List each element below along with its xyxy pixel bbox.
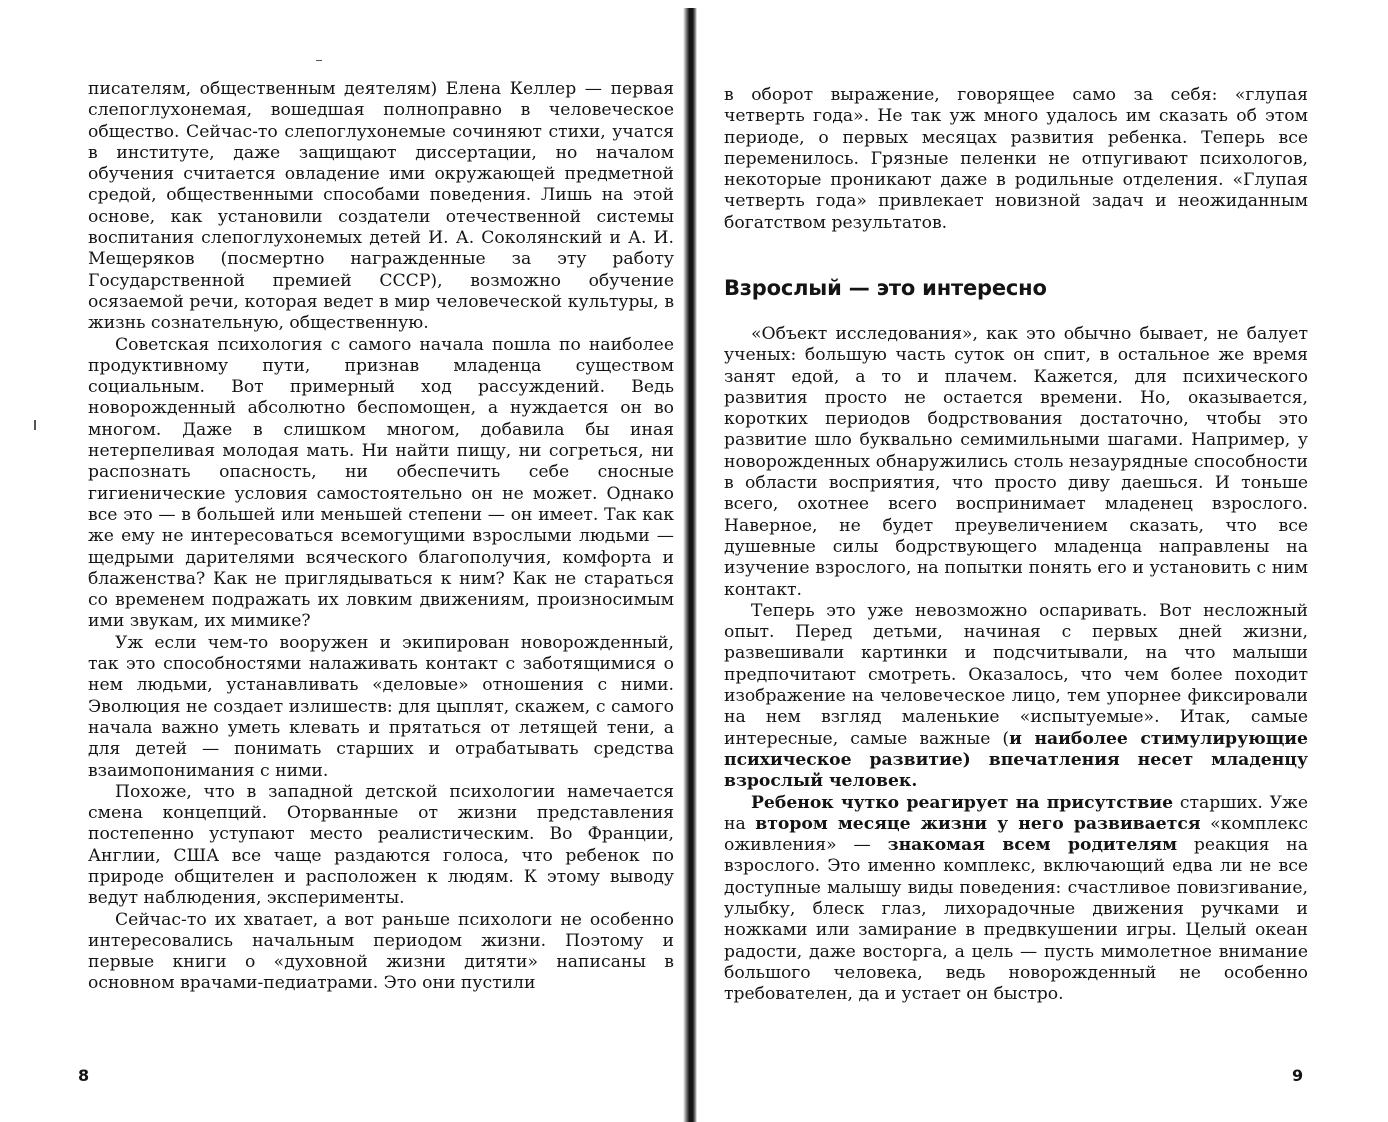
paragraph: в оборот выражение, говорящее само за себя: «глупая четверть года». Не так уж много удалось им сказать об этом периоде, о первых месяцах развития ребенка. Теперь все переменилось. Грязные пеленки не отпугивают психологов, некоторые проникают даже в родильные отделения. «Глупая четверть года» привлекает новизной задач и неожиданным богатством результатов. xyxy=(724,85,1308,233)
paragraph xyxy=(724,793,1308,1006)
paragraph xyxy=(724,601,1308,793)
paragraph: Советская психология с самого начала пошла по наиболее продуктивному пути, признав младенца существом социальным. Вот примерный ход рассуждений. Ведь новорожденный абсолютно беспомощен, а нуждается он во многом. Даже в слишком многом, добавила бы иная нетерпеливая молодая мать. Ни найти пищу, ни согреться, ни распознать опасность, ни обеспечить себе сносные гигиенические условия самостоятельно он не может. Однако все это — в большей или меньшей степени — он имеет. Так как же ему не интересоваться всемогущими взрослыми людьми — щедрыми дарителями всяческого благополучия, комфорта и блаженства? Как не приглядываться к ним? Как не стараться со временем подражать их ловким движениям, произносимым ими звукам, их мимике? xyxy=(88,334,674,632)
scan-speck xyxy=(316,60,322,61)
bold-phrase: втором месяце жизни у него развивается xyxy=(755,813,1201,834)
paragraph: Сейчас-то их хватает, а вот раньше психологи не особенно интересовались начальным периодом жизни. Поэтому и первые книги о «духовной жизни дитяти» написаны в основном врачами-педиатрами. Это они пустили xyxy=(88,909,674,994)
bold-phrase: Ребенок чутко реагирует на присутствие xyxy=(751,792,1174,813)
book-spine xyxy=(683,8,697,1122)
page-number: 9 xyxy=(1292,1066,1304,1085)
paragraph-text: старших. Уже на xyxy=(724,792,1308,834)
bold-phrase: знакомая всем родителям xyxy=(887,835,1178,856)
right-page xyxy=(724,0,1308,1122)
left-page xyxy=(78,0,674,1122)
right-page-text-top xyxy=(724,85,1308,234)
bold-phrase: и наиболее стимулирующие психическое развитие) впечатления несет младенцу взрослый человек. xyxy=(724,728,1308,792)
paragraph: Уж если чем-то вооружен и экипирован новорожденный, так это способностями налаживать контакт с заботящимися о нем людьми, устанавливать «деловые» отношения с ними. Эволюция не создает излишеств: для цыплят, скажем, с самого начала важно уметь клевать и прятаться от летящей тени, а для детей — понимать старших и отрабатывать средства взаимопонимания с ними. xyxy=(88,632,674,781)
paragraph-text: Теперь это уже невозможно оспаривать. Вот несложный опыт. Перед детьми, начиная с первых дней жизни, развешивали картинки и подсчитывали, на что малыши предпочитают смотреть. Оказалось, что чем более походит изображение на человеческое лицо, тем упорнее фиксировали на нем взгляд маленькие «испытуемые». Итак, самые интересные, самые важные ( xyxy=(724,600,1308,749)
page-number: 8 xyxy=(78,1066,90,1085)
paragraph: Похоже, что в западной детской психологии намечается смена концепций. Оторванные от жизни представления постепенно уступают место реалистическим. Во Франции, Англии, США все чаще раздаются голоса, что ребенок по природе общителен и расположен к людям. К этому выводу ведут наблюдения, эксперименты. xyxy=(88,781,674,909)
paragraph-text: реакция на взрослого. Это именно комплекс, включающий едва ли не все доступные малышу виды поведения: счастливое повизгивание, улыбку, блеск глаз, лихорадочные движения ручками и ножками или замирание в предвкушении игры. Целый океан радости, даже восторга, а цель — пусть мимолетное внимание большого человека, ведь новорожденный не особенно требователен, да и устает он быстро. xyxy=(724,835,1308,1005)
scan-speck xyxy=(34,420,36,430)
section-heading: Взрослый — это интересно xyxy=(724,276,1047,300)
paragraph: писателям, общественным деятелям) Елена Келлер — первая слепоглухонемая, вошедшая полноправно в человеческое общество. Сейчас-то слепоглухонемые сочиняют стихи, учатся в институте, даже защищают диссертации, но началом обучения считается овладение ими окружающей предметной средой, общественными способами поведения. Лишь на этой основе, как установили создатели отечественной системы воспитания слепоглухонемых детей И. А. Соколянский и А. И. Мещеряков (посмертно награжденные за эту работу Государственной премией СССР), возможно обучение осязаемой речи, которая ведет в мир человеческой культуры, в жизнь сознательную, общественную. xyxy=(88,79,674,334)
paragraph: «Объект исследования», как это обычно бывает, не балует ученых: большую часть суток он спит, в остальное же время занят едой, а то и плачем. Кажется, для психического развития просто не остается времени. Но, оказывается, коротких периодов бодрствования достаточно, чтобы это развитие шло буквально семимильными шагами. Например, у новорожденных обнаружились столь незаурядные способности в области восприятия, что просто диву даешься. И тоньше всего, охотнее всего воспринимает младенец взрослого. Наверное, не будет преувеличением сказать, что все душевные силы бодрствующего младенца направлены на изучение взрослого, на попытки понять его и установить с ним контакт. xyxy=(724,324,1308,600)
paragraph-text: «комплекс оживления» — xyxy=(724,813,1308,856)
right-page-text-section xyxy=(724,324,1308,1006)
left-page-text xyxy=(88,79,674,995)
